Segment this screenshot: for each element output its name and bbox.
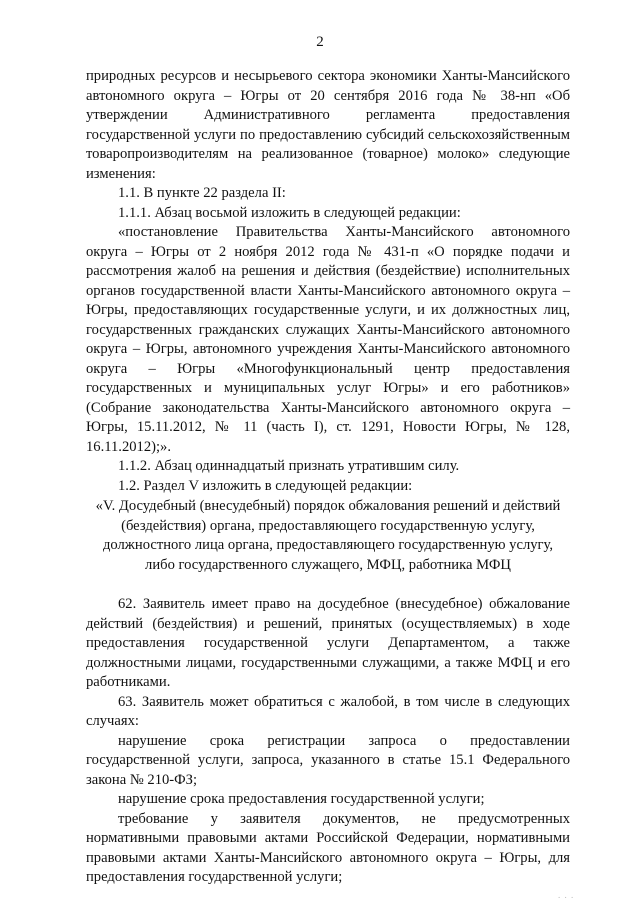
paragraph-item-1-1-1: 1.1.1. Абзац восьмой изложить в следующей редакции: [118, 204, 461, 221]
section-heading: «V. Досудебный (внесудебный) порядок обжалования решений и действий (бездействия) органа, предоставляющего государственную услугу, должностного лица органа, предоставляющего государственную услугу, либо государственного служащего, МФЦ, работника МФЦ [95, 498, 561, 573]
list-item-document-requirement: требование у заявителя документов, не предусмотренных нормативными правовыми актами Российской Федерации, нормативными правовыми актами Ханты-Мансийского автономного округа – Югры, для предоставления государственной услуги; [86, 810, 570, 885]
list-item-term-violation: нарушение срока предоставления государственной услуги; [118, 791, 485, 807]
paragraph-resolution-quote: «постановление Правительства Ханты-Мансийского автономного округа – Югры от 2 ноября 2012 года № 431-п «О порядке подачи и рассмотрения жалоб на решения и действия (бездействие) исполнительных органов государственной власти Ханты-Мансийского автономного округа – Югры, предоставляющих государственные услуги, и их должностных лиц, государственных гражданских служащих Ханты-Мансийского автономного округа – Югры, автономного учреждения Ханты-Мансийского автономного округа – Югры «Многофункциональный центр предоставления государственных и муниципальных услуг Югры» и его работников» (Собрание законодательства Ханты-Мансийского автономного округа – Югры, 15.11.2012, № 11 (часть I), ст. 1291, Новости Югры, № 128, 16.11.2012);». [86, 224, 570, 455]
paragraph-63: 63. Заявитель может обратиться с жалобой, в том числе в следующих случаях: [86, 693, 570, 729]
scan-noise-mark: . . . [558, 890, 575, 900]
document-body [86, 67, 570, 888]
paragraph-62: 62. Заявитель имеет право на досудебное (внесудебное) обжалование действий (бездействия) и решений, принятых (осуществляемых) в ходе предоставления государственной услуги Департаментом, а также должностными лицами, государственными служащими, а также МФЦ и его работниками. [86, 596, 570, 690]
page-number: 2 [316, 34, 324, 50]
paragraph-item-1-2: 1.2. Раздел V изложить в следующей редакции: [118, 477, 413, 494]
paragraph-item-1-1: 1.1. В пункте 22 раздела II: [118, 185, 286, 201]
paragraph-ministry-order: природных ресурсов и несырьевого сектора экономики Ханты-Мансийского автономного округа – Югры от 20 сентября 2016 года № 38-нп «Об утверждении Административного регламента предоставления государственной услуги по предоставлению субсидий сельскохозяйственным товаропроизводителям на реализованное (товарное) молоко» следующие изменения: [86, 68, 570, 182]
list-item-registration-violation: нарушение срока регистрации запроса о предоставлении государственной услуги, запроса, указанного в статье 15.1 Федерального закона № 210-ФЗ; [86, 732, 570, 788]
paragraph-item-1-1-2: 1.1.2. Абзац одиннадцатый признать утратившим силу. [118, 458, 460, 474]
